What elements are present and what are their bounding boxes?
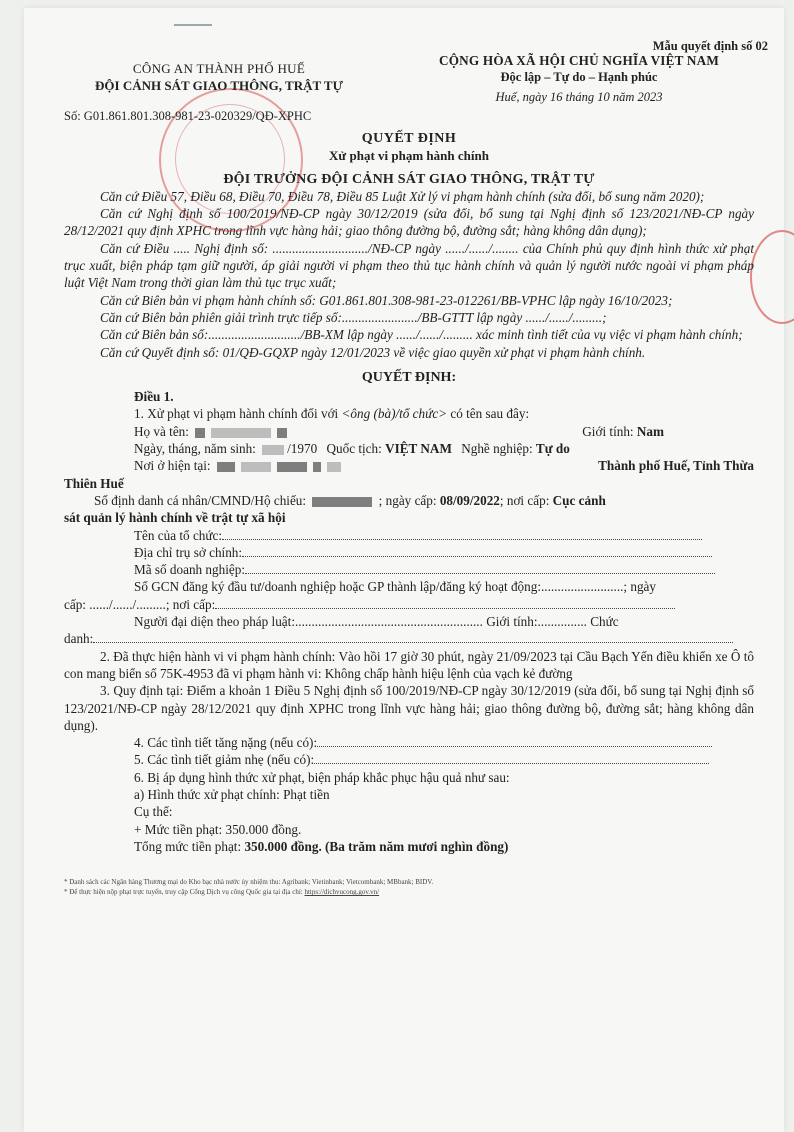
item-1-party-type: <ông (bà)/tổ chức> xyxy=(341,406,448,422)
item-1-text-end: có tên sau đây: xyxy=(447,406,530,422)
item-4-row xyxy=(64,734,754,751)
item-1-text: 1. Xử phạt vi phạm hành chính đối với xyxy=(134,406,342,422)
parent-organization: CÔNG AN THÀNH PHỐ HUẾ xyxy=(132,61,306,76)
org-name-row xyxy=(64,527,754,544)
gender-label: Giới tính: xyxy=(582,423,637,439)
redacted-address xyxy=(277,462,307,472)
id-row xyxy=(64,492,754,509)
gender-field xyxy=(582,423,664,440)
address-label: Nơi ở hiện tại: xyxy=(134,458,211,474)
basis-item: Căn cứ Quyết định số: 01/QĐ-GQXP ngày 12/01/2023 về việc giao quyền xử phạt vi phạm hành chính. xyxy=(100,344,646,360)
fine-amount: + Mức tiền phạt: 350.000 đồng. xyxy=(134,821,302,837)
footnote-banks: * Danh sách các Ngân hàng Thương mại do Kho bạc nhà nước ủy nhiệm thu: Agribank; Vietinbank; Vietcombank; MBbank; BIDV. xyxy=(64,878,434,887)
item-5: 5. Các tình tiết giảm nhẹ (nếu có): xyxy=(134,752,315,768)
gcn-cont: cấp: ....../....../.........; nơi cấp: xyxy=(64,596,216,612)
document-subtitle: Xử phạt vi phạm hành chính xyxy=(329,148,489,164)
item-3: 3. Quy định tại: Điểm a khoản 1 Điều 5 Nghị định số 100/2019/NĐ-CP ngày 30/12/2019 (sửa đổi, bổ sung tại Nghị định số 123/2021/NĐ-CP ngày 28/12/2021 quy định XPHC trong lĩnh vực hàng hải; giao thông đường bộ, đường sắt; hàng không dân dụng). xyxy=(64,683,754,733)
issuing-authority xyxy=(64,60,374,95)
item-4-blank xyxy=(317,734,712,747)
nationality-label: Quốc tịch: xyxy=(326,441,386,457)
job-value: Tự do xyxy=(535,441,570,457)
basis-item: Căn cứ Điều ..... Nghị định số: ............................./NĐ-CP ngày ....../....../........ của Chính phủ quy định hình thức xử phạt trục xuất, biện pháp tạm giữ người, áp giải người vi phạm theo thủ tục hành chính và quản lý người nước ngoài vi phạm pháp luật Việt Nam trong thời gian làm thủ tục trục xuất; xyxy=(64,240,754,291)
basis-item: Căn cứ Biên bản phiên giải trình trực tiếp số:......................./BB-GTTT lập ngày ....../....../.........; xyxy=(100,309,607,325)
detail-label: Cụ thể: xyxy=(134,804,173,820)
item-4: 4. Các tình tiết tăng nặng (nếu có): xyxy=(134,735,318,751)
dob-label: Ngày, tháng, năm sinh: xyxy=(134,441,256,457)
gcn-row xyxy=(64,578,754,595)
address-row xyxy=(64,457,754,474)
org-code-label: Mã số doanh nghiệp: xyxy=(134,562,245,578)
issue-date-label: ; ngày cấp: xyxy=(378,492,440,508)
item-5-row xyxy=(64,751,754,768)
issue-date-value: 08/09/2022 xyxy=(439,492,500,508)
name-label: Họ và tên: xyxy=(134,423,189,439)
org-address-blank xyxy=(242,544,712,557)
legal-basis xyxy=(64,188,754,361)
form-number: Mẫu quyết định số 02 xyxy=(652,39,768,53)
dob-year: /1970 xyxy=(287,441,318,457)
edge-seal-stamp xyxy=(750,230,794,324)
redacted-name xyxy=(277,428,287,438)
issue-place-cont: sát quản lý hành chính về trật tự xã hội xyxy=(64,510,286,526)
item-6: 6. Bị áp dụng hình thức xử phạt, biện pháp khắc phục hậu quả như sau: xyxy=(134,769,510,785)
org-name-blank xyxy=(222,527,702,540)
nationality-value: VIỆT NAM xyxy=(385,441,452,457)
decision-heading: QUYẾT ĐỊNH: xyxy=(361,369,457,385)
total-label: Tổng mức tiền phạt: xyxy=(134,838,245,854)
decision-document xyxy=(64,38,768,897)
footnotes xyxy=(64,877,754,897)
total-fine xyxy=(64,838,754,855)
footnote-online xyxy=(64,887,754,897)
place-and-date: Huế, ngày 16 tháng 10 năm 2023 xyxy=(495,89,663,104)
national-motto: Độc lập – Tự do – Hạnh phúc xyxy=(500,70,658,85)
name-row xyxy=(64,423,754,440)
redacted-dob xyxy=(262,445,284,455)
fold-mark xyxy=(174,24,212,26)
redacted-id xyxy=(312,497,372,507)
representative-label: Người đại diện theo pháp luật:......................................................... Giới tính:............... Chức xyxy=(134,614,619,630)
org-address-row xyxy=(64,544,754,561)
issue-place-label: ; nơi cấp: xyxy=(499,492,553,508)
representative-row xyxy=(64,613,754,630)
gcn-label: Số GCN đăng ký đầu tư/doanh nghiệp hoặc GP thành lập/đăng ký hoạt động:.........................; ngày xyxy=(134,579,657,595)
representative-cont-row xyxy=(64,630,754,647)
org-address-label: Địa chỉ trụ sở chính: xyxy=(134,544,243,560)
org-name-label: Tên của tổ chức: xyxy=(134,527,223,543)
total-value: 350.000 đồng. (Ba trăm năm mươi nghìn đồng) xyxy=(244,838,509,854)
basis-item: Căn cứ Biên bản vi phạm hành chính số: G01.861.801.308-981-23-012261/BB-VPHC lập ngày 16/10/2023; xyxy=(100,292,673,308)
position-blank xyxy=(93,630,733,643)
redacted-name xyxy=(211,428,271,438)
org-code-row xyxy=(64,561,754,578)
id-label: Số định danh cá nhân/CMND/Hộ chiếu: xyxy=(94,492,307,508)
basis-item: Căn cứ Nghị định số 100/2019/NĐ-CP ngày 30/12/2019 (sửa đổi, bổ sung tại Nghị định số 123/2021/NĐ-CP ngày 28/12/2021 quy định XPHC trong lĩnh vực hàng hải; giao thông đường bộ, đường sắt; hàng không dân dụng); xyxy=(64,206,754,239)
article-heading: Điều 1. xyxy=(134,389,174,405)
item-5-blank xyxy=(314,751,709,764)
redacted-address xyxy=(241,462,271,472)
document-header xyxy=(64,38,768,128)
article-1 xyxy=(64,388,754,855)
redacted-address xyxy=(327,462,341,472)
national-heading xyxy=(404,52,754,106)
gcn-cont-row xyxy=(64,596,754,613)
gcn-blank xyxy=(215,596,675,609)
nation-name: CỘNG HÒA XÃ HỘI CHỦ NGHĨA VIỆT NAM xyxy=(439,53,719,68)
basis-item: Căn cứ Điều 57, Điều 68, Điều 70, Điều 78, Điều 85 Luật Xử lý vi phạm hành chính (sửa đổi, bổ sung năm 2020); xyxy=(100,188,705,204)
address-city: Thành phố Huế, Tỉnh Thừa xyxy=(598,458,754,474)
document-title: QUYẾT ĐỊNH xyxy=(361,131,457,146)
gender-value: Nam xyxy=(636,423,664,439)
redacted-name xyxy=(195,428,205,438)
dob-row xyxy=(64,440,754,457)
item-6a: a) Hình thức xử phạt chính: Phạt tiền xyxy=(134,786,330,802)
item-2: 2. Đã thực hiện hành vi vi phạm hành chính: Vào hồi 17 giờ 30 phút, ngày 21/09/2023 tại Cầu Bạch Yến điều khiển xe Ô tô con mang biển số 75K-4953 đã vi phạm hành vi: Không chấp hành hiệu lệnh của vạch kẻ đường xyxy=(64,648,754,681)
dichvucong-link[interactable]: https://dichvucong.gov.vn/ xyxy=(304,888,380,897)
redacted-address xyxy=(313,462,321,472)
footnote-online-text: * Để thực hiện nộp phạt trực tuyến, truy cập Cổng Dịch vụ công Quốc gia tại địa chỉ: xyxy=(64,888,305,897)
address-province: Thiên Huế xyxy=(64,475,124,491)
issuing-unit: ĐỘI CẢNH SÁT GIAO THÔNG, TRẬT TỰ xyxy=(95,78,343,94)
job-label: Nghề nghiệp: xyxy=(461,441,536,457)
document-sheet xyxy=(24,8,784,1132)
authority-title: ĐỘI TRƯỞNG ĐỘI CẢNH SÁT GIAO THÔNG, TRẬT TỰ xyxy=(223,171,595,187)
issue-place-value: Cục cảnh xyxy=(552,492,606,508)
document-number: Số: G01.861.801.308-981-23-020329/QĐ-XPHC xyxy=(64,109,312,123)
basis-item: Căn cứ Biên bản số:............................/BB-XM lập ngày ....../....../......... xác minh tình tiết của vụ việc vi phạm hành chính; xyxy=(100,327,743,343)
item-1-intro xyxy=(64,405,754,422)
org-code-blank xyxy=(245,561,715,574)
representative-cont: danh: xyxy=(64,631,94,647)
redacted-address xyxy=(217,462,235,472)
